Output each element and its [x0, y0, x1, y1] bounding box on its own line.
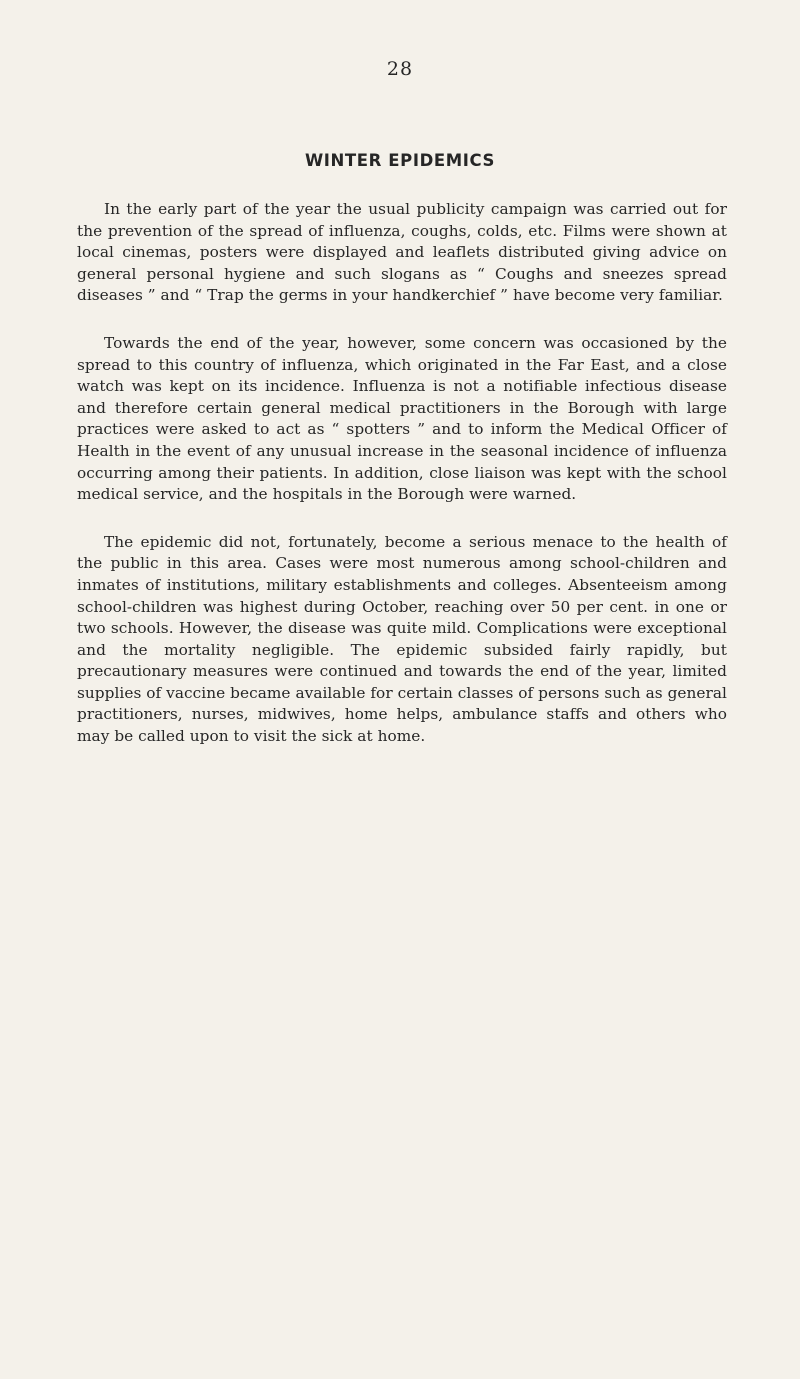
paragraph-publicity-campaign: In the early part of the year the usual publicity campaign was carried out for the prevention of the spread of influenza, coughs, colds, etc. Films were shown at local cinemas, posters were displayed and leaflets distributed giving advice on general personal hygiene and such slogans as “ Coughs and sneezes spread diseases ” and “ Trap the germs in your handkerchief ” have become very familiar.	[77, 200, 727, 305]
body-text	[77, 199, 727, 774]
paragraph-influenza-concern: Towards the end of the year, however, some concern was occasioned by the spread to this country of influenza, which originated in the Far East, and a close watch was kept on its incidence. Influenza is not a notifiable infectious disease and therefore certain general medical practitioners in the Borough with large practices were asked to act as “ spotters ” and to inform the Medical Officer of Health in the event of any unusual increase in the seasonal incidence of influenza occurring among their patients. In addition, close liaison was kept with the school medical service, and the hospitals in the Borough were warned.	[77, 333, 727, 504]
page-number: 28	[386, 58, 414, 80]
paragraph-epidemic-outcome: The epidemic did not, fortunately, become a serious menace to the health of the public in this area. Cases were most numerous among school-children and inmates of institutions, military establishments and colleges. Absenteeism among school-children was highest during October, reaching over 50 per cent. in one or two schools. However, the disease was quite mild. Complications were exceptional and the mortality negligible. The epidemic subsided fairly rapidly, but precautionary measures were continued and towards the end of the year, limited supplies of vaccine became available for certain classes of persons such as general practitioners, nurses, midwives, home helps, ambulance staffs and others who may be called upon to visit the sick at home.	[77, 532, 727, 746]
section-heading: WINTER EPIDEMICS	[304, 151, 496, 170]
